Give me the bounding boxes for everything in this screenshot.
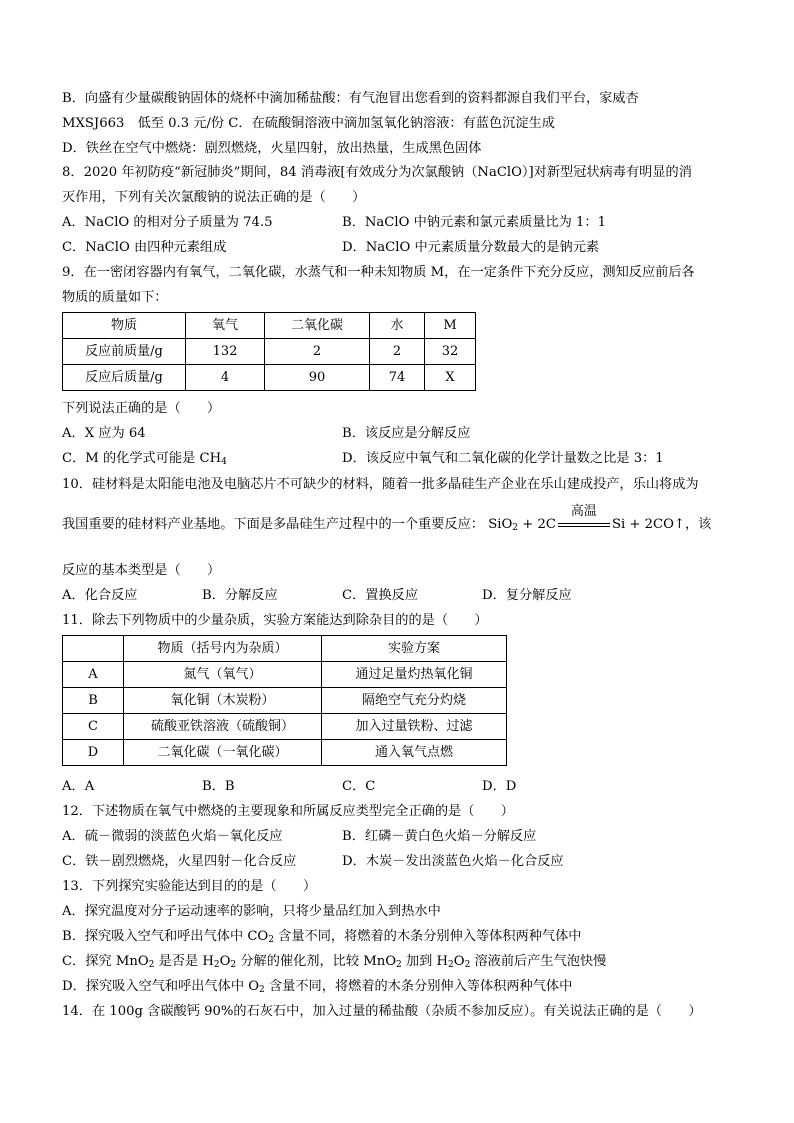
q14-stem: 14．在 100g 含碳酸钙 90%的石灰石中，加入过量的稀盐酸（杂质不参加反应）。有关说法正确的是（ ） — [62, 1004, 702, 1019]
table-cell: 反应后质量/g — [63, 365, 186, 391]
text: 分解的催化剂，比较 MnO — [236, 954, 397, 969]
table-cell: M — [425, 313, 476, 339]
table-row — [63, 339, 476, 365]
text: B．探究吸入空气和呼出气体中 CO — [62, 929, 269, 944]
q8-option-d: D．NaClO 中元素质量分数最大的是钠元素 — [342, 240, 600, 255]
q8-option-c: C．NaClO 由四种元素组成 — [62, 240, 227, 255]
table-cell: 物质（括号内为杂质） — [124, 636, 322, 662]
text: O — [453, 954, 465, 969]
q10-option-b: B．分解反应 — [202, 588, 278, 603]
q10-stem-2 — [62, 503, 712, 534]
table-cell: 氧气 — [186, 313, 265, 339]
table-cell: 氮气（氧气） — [124, 662, 322, 688]
table-cell — [63, 636, 124, 662]
q13-stem: 13．下列探究实验能达到目的的是（ ） — [62, 879, 317, 894]
reaction-equation — [488, 503, 685, 534]
table-cell: 加入过量铁粉、过滤 — [322, 714, 507, 740]
subscript: 2 — [512, 523, 519, 533]
q13-option-c — [62, 953, 606, 971]
table-cell: 90 — [265, 365, 370, 391]
table-cell: D — [63, 740, 124, 766]
table-cell: 74 — [370, 365, 425, 391]
table-cell: 氧化铜（木炭粉） — [124, 688, 322, 714]
table-cell: 隔绝空气充分灼烧 — [322, 688, 507, 714]
q10-stem-1: 10．硅材料是太阳能电池及电脑芯片不可缺少的材料，随着一批多晶硅生产企业在乐山建成投产，乐山将成为 — [62, 477, 699, 492]
text: 加到 H — [401, 954, 449, 969]
q8-stem-2: 灭作用，下列有关次氯酸钠的说法正确的是（ ） — [62, 190, 366, 205]
table-row — [63, 688, 507, 714]
table-row — [63, 740, 507, 766]
text: C．探究 MnO — [62, 954, 149, 969]
q9-option-b: B．该反应是分解反应 — [342, 426, 471, 441]
table-row — [63, 714, 507, 740]
text: 溶液前后产生气泡快慢 — [470, 954, 607, 969]
subscript: 2 — [148, 960, 155, 970]
formula: SiO — [488, 517, 513, 532]
table-header-row — [63, 636, 507, 662]
q11-stem: 11．除去下列物质中的少量杂质，实验方案能达到除杂目的的是（ ） — [62, 613, 488, 628]
q10-option-d: D．复分解反应 — [482, 588, 572, 603]
q7-option-d: D．铁丝在空气中燃烧：剧烈燃烧，火星四射，放出热量，生成黑色固体 — [62, 141, 482, 156]
subscript: 2 — [259, 985, 265, 995]
q13-option-d — [62, 978, 572, 996]
q9-option-a: A．X 应为 64 — [62, 426, 146, 441]
q8-option-b: B．NaClO 中钠元素和氯元素质量比为 1：1 — [342, 215, 606, 230]
text: ，该 — [684, 517, 712, 532]
q10-option-c: C．置换反应 — [342, 588, 419, 603]
text: 是否是 H — [154, 954, 214, 969]
table-cell: 2 — [265, 339, 370, 365]
q12-option-a: A．硫－微弱的淡蓝色火焰－氧化反应 — [62, 829, 283, 844]
table-cell: 实验方案 — [322, 636, 507, 662]
text: D．探究吸入空气和呼出气体中 O — [62, 979, 260, 994]
subscript: 2 — [230, 960, 237, 970]
subscript: 2 — [213, 960, 220, 970]
text: C．M 的化学式可能是 CH — [62, 451, 222, 466]
text: O — [219, 954, 231, 969]
table-cell: 132 — [186, 339, 265, 365]
table-cell: 物质 — [63, 313, 186, 339]
text: 含量不同，将燃着的木条分别伸入等体积两种气体中 — [264, 979, 573, 994]
formula: + 2C — [518, 517, 556, 532]
q9-mass-table — [62, 312, 476, 391]
table-cell: 反应前质量/g — [63, 339, 186, 365]
q7-option-c: MXSJ663 低至 0.3 元/份 C．在硫酸铜溶液中滴加氢氧化钠溶液：有蓝色沉淀生成 — [62, 116, 555, 131]
q9-stem-1: 9．在一密闭容器内有氧气，二氧化碳，水蒸气和一种未知物质 M，在一定条件下充分反应，测知反应前后各 — [62, 265, 695, 280]
q8-stem-1: 8．2020 年初防疫“新冠肺炎”期间，84 消毒液[有效成分为次氯酸钠（NaClO）]对新型冠状病毒有明显的消 — [62, 165, 692, 180]
table-cell: 通入氧气点燃 — [322, 740, 507, 766]
table-cell: 二氧化碳 — [265, 313, 370, 339]
condition-label: 高温 — [570, 503, 597, 519]
q11-table — [62, 635, 507, 766]
q9-question: 下列说法正确的是（ ） — [62, 401, 221, 416]
table-cell: 水 — [370, 313, 425, 339]
table-cell: 通过足量灼热氧化铜 — [322, 662, 507, 688]
q13-option-b — [62, 928, 581, 946]
q9-option-c — [62, 450, 227, 468]
subscript: 2 — [396, 960, 402, 970]
q11-option-d: D．D — [482, 779, 517, 794]
formula: Si + 2CO↑ — [611, 517, 685, 532]
q8-option-a: A．NaClO 的相对分子质量为 74.5 — [62, 215, 273, 230]
table-row — [63, 662, 507, 688]
table-cell: C — [63, 714, 124, 740]
q12-option-b: B．红磷－黄白色火焰－分解反应 — [342, 829, 537, 844]
q11-option-b: B．B — [202, 779, 235, 794]
q12-option-d: D．木炭－发出淡蓝色火焰－化合反应 — [342, 854, 564, 869]
q10-option-a: A．化合反应 — [62, 588, 138, 603]
q11-option-c: C．C — [342, 779, 376, 794]
q9-stem-2: 物质的质量如下： — [62, 290, 168, 305]
subscript: 2 — [448, 960, 454, 970]
table-header-row — [63, 313, 476, 339]
text: 我国重要的硅材料产业基地。下面是多晶硅生产过程中的一个重要反应： — [62, 517, 484, 532]
q11-option-a: A．A — [62, 779, 95, 794]
table-cell: X — [425, 365, 476, 391]
q12-stem: 12．下述物质在氧气中燃烧的主要现象和所属反应类型完全正确的是（ ） — [62, 804, 514, 819]
table-cell: A — [63, 662, 124, 688]
table-cell: 硫酸亚铁溶液（硫酸铜） — [124, 714, 322, 740]
table-cell: 二氧化碳（一氧化碳） — [124, 740, 322, 766]
table-cell: 2 — [370, 339, 425, 365]
table-cell: 32 — [425, 339, 476, 365]
table-cell: B — [63, 688, 124, 714]
q9-option-d: D．该反应中氧气和二氧化碳的化学计量数之比是 3：1 — [342, 451, 664, 466]
table-cell: 4 — [186, 365, 265, 391]
equals-sign — [558, 503, 610, 531]
q10-stem-3: 反应的基本类型是（ ） — [62, 563, 221, 578]
text: 含量不同，将燃着的木条分别伸入等体积两种气体中 — [273, 929, 582, 944]
subscript: 4 — [221, 457, 227, 467]
subscript: 2 — [464, 960, 471, 970]
table-row — [63, 365, 476, 391]
q12-option-c: C．铁－剧烈燃烧，火星四射－化合反应 — [62, 854, 297, 869]
q13-option-a: A．探究温度对分子运动速率的影响，只将少量品红加入到热水中 — [62, 904, 441, 919]
q7-option-b: B．向盛有少量碳酸钠固体的烧杯中滴加稀盐酸：有气泡冒出您看到的资料都源自我们平台，家威杏 — [62, 91, 639, 106]
subscript: 2 — [268, 935, 274, 945]
